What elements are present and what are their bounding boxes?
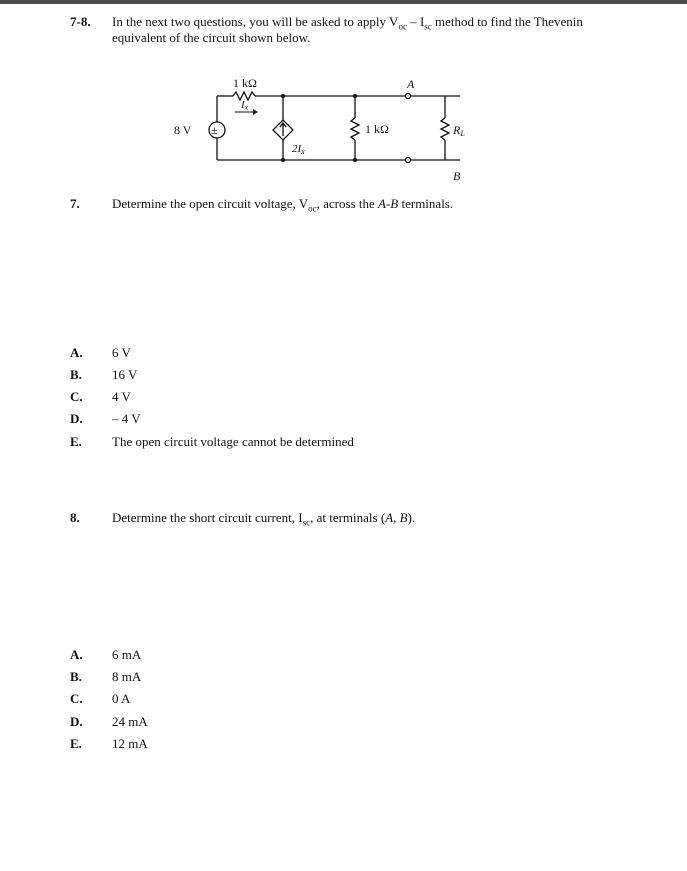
q7-option-e-letter: E. xyxy=(70,434,82,449)
terminal-a-node xyxy=(406,94,411,99)
q8-number: 8. xyxy=(70,510,80,525)
q7-option-e-text[interactable]: The open circuit voltage cannot be determined xyxy=(112,434,354,449)
q8-option-d-text[interactable]: 24 mA xyxy=(112,714,148,729)
top-border xyxy=(0,0,687,4)
q7-option-b-text[interactable]: 16 V xyxy=(112,367,138,382)
source-voltage-label: 8 V xyxy=(174,123,192,137)
node-dot-1 xyxy=(281,94,285,98)
q8-option-c-text[interactable]: 0 A xyxy=(112,691,131,706)
terminal-b-label: B xyxy=(453,169,461,183)
resistor-1k-right xyxy=(351,118,359,140)
node-dot-3 xyxy=(353,94,357,98)
q7-option-a-letter: A. xyxy=(70,345,83,360)
terminal-b-node xyxy=(406,158,411,163)
node-dot-2 xyxy=(281,158,285,162)
source-sign: ± xyxy=(211,123,218,137)
question-group-number: 7-8. xyxy=(70,14,91,29)
resistor-load xyxy=(441,118,449,140)
q7-option-d-text[interactable]: – 4 V xyxy=(112,411,141,426)
resistor-top-label: 1 kΩ xyxy=(233,76,257,90)
q8-option-d-letter: D. xyxy=(70,714,83,729)
q8-text: Determine the short circuit current, $I_{sc}$, at terminals (A, B). xyxy=(112,510,416,528)
resistor-right-label: 1 kΩ xyxy=(365,122,389,136)
dependent-source-label: 2Ix xyxy=(292,143,305,156)
q8-option-c-letter: C. xyxy=(70,691,83,706)
load-label: RL xyxy=(453,123,465,138)
q8-option-a-letter: A. xyxy=(70,647,83,662)
q7-option-c-text[interactable]: 4 V xyxy=(112,389,131,404)
current-label: Ix xyxy=(241,99,249,112)
intro-line-1: In the next two questions, you will be asked to apply $V_{oc} - I_{sc}$ method to find the Thevenin xyxy=(112,14,583,32)
q8-option-e-letter: E. xyxy=(70,736,82,751)
q7-option-c-letter: C. xyxy=(70,389,83,404)
q8-option-e-text[interactable]: 12 mA xyxy=(112,736,148,751)
q8-option-b-letter: B. xyxy=(70,669,82,684)
terminal-a-label: A xyxy=(407,77,415,91)
q8-option-a-text[interactable]: 6 mA xyxy=(112,647,142,662)
q8-option-b-text[interactable]: 8 mA xyxy=(112,669,142,684)
node-dot-4 xyxy=(353,158,357,162)
q7-option-d-letter: D. xyxy=(70,411,83,426)
q7-option-a-text[interactable]: 6 V xyxy=(112,345,131,360)
circuit-diagram xyxy=(165,72,485,187)
q7-text: Determine the open circuit voltage, $V_{oc}$, across the A-B terminals. xyxy=(112,196,454,214)
q7-number: 7. xyxy=(70,196,80,211)
intro-line-2: equivalent of the circuit shown below. xyxy=(112,30,311,45)
q7-option-b-letter: B. xyxy=(70,367,82,382)
